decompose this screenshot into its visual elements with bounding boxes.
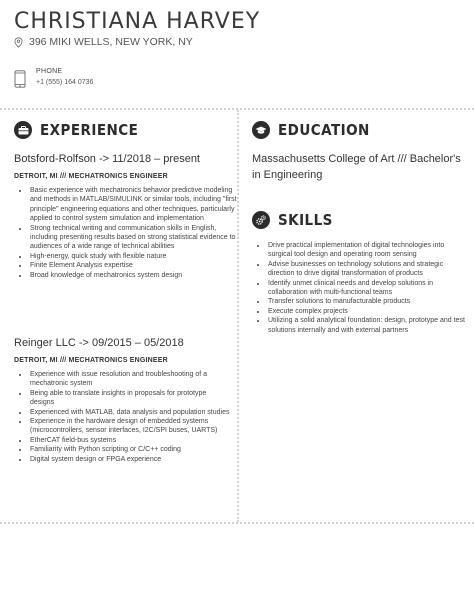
list-item: • Advise businesses on technology solutions and strategic direction to drive digital transformation of products: [267, 260, 467, 279]
list-item: • Experience in the hardware design of embedded systems (microcontrollers, sensor interfaces, I2C/SPI buses, UARTS): [29, 417, 231, 436]
list-item: • Experienced with MATLAB, data analysis and population studies: [29, 408, 231, 417]
list-item: • Broad knowledge of mechatronics system design: [29, 271, 241, 280]
job-title-2: Reinger LLC -> 09/2015 – 05/2018: [14, 337, 184, 349]
briefcase-icon: [14, 121, 32, 139]
list-item: • Familiarity with Python scripting or C/C++ coding: [29, 445, 231, 454]
list-item: • High-energy, quick study with flexible nature: [29, 252, 241, 261]
phone-block: [14, 68, 93, 88]
list-item: • Being able to translate insights in proposals for prototype designs: [29, 389, 231, 408]
job-subtitle-1: DETROIT, MI /// MECHATRONICS ENGINEER: [14, 173, 168, 180]
footer-divider: [0, 522, 474, 524]
experience-title: EXPERIENCE: [40, 121, 139, 139]
candidate-name: CHRISTIANA HARVEY: [14, 9, 261, 34]
column-divider: [237, 110, 239, 522]
job-2-bullets: [19, 370, 231, 464]
skills-title: SKILLS: [278, 211, 333, 229]
list-item: • Finite Element Analysis expertise: [29, 261, 241, 270]
job-subtitle-2: DETROIT, MI /// MECHATRONICS ENGINEER: [14, 357, 168, 364]
skills-heading: [252, 211, 339, 229]
graduation-cap-icon: [252, 121, 270, 139]
list-item: • Experience with issue resolution and troubleshooting of a mechatronic system: [29, 370, 231, 389]
education-title: EDUCATION: [278, 121, 370, 139]
education-entry: Massachusetts College of Art /// Bachelor's in Engineering: [252, 153, 461, 181]
phone-icon: [14, 70, 26, 88]
location-pin-icon: [14, 37, 23, 48]
phone-number: +1 (555) 164 0736: [36, 79, 94, 86]
list-item: • Utilizing a solid analytical foundation: design, prototype and test solutions internally and with external partners: [267, 316, 467, 335]
list-item: • Digital system design or FPGA experience: [29, 455, 231, 464]
address-row: [14, 36, 193, 48]
job-title-1: Botsford-Rolfson -> 11/2018 – present: [14, 153, 200, 165]
list-item: • EtherCAT field-bus systems: [29, 436, 231, 445]
address-text: 396 MIKI WELLS, NEW YORK, NY: [29, 36, 193, 48]
gears-icon: [252, 211, 270, 229]
list-item: • Execute complex projects: [267, 307, 467, 316]
education-heading: [252, 121, 380, 139]
job-1-bullets: [19, 186, 241, 280]
list-item: • Drive practical implementation of digital technologies into surgical tool design and operating room sensing: [267, 241, 467, 260]
experience-heading: [14, 121, 149, 139]
list-item: • Transfer solutions to manufacturable products: [267, 297, 467, 306]
skills-bullets: [257, 241, 467, 335]
phone-label: PHONE: [36, 68, 63, 75]
list-item: • Identify unmet clinical needs and develop solutions in collaboration with multi-functional teams: [267, 279, 467, 298]
list-item: • Strong technical writing and communication skills in English, including presenting results based on strong statistical evidence to audiences of a wide range of technical abilities: [29, 224, 241, 252]
list-item: • Basic experience with mechatronics behavior predictive modeling and methods in MATLAB/SIMULINK or similar tools, including "first principle" engineering equations and other techniques, particularly applied to control system simulation and implementation: [29, 186, 241, 224]
